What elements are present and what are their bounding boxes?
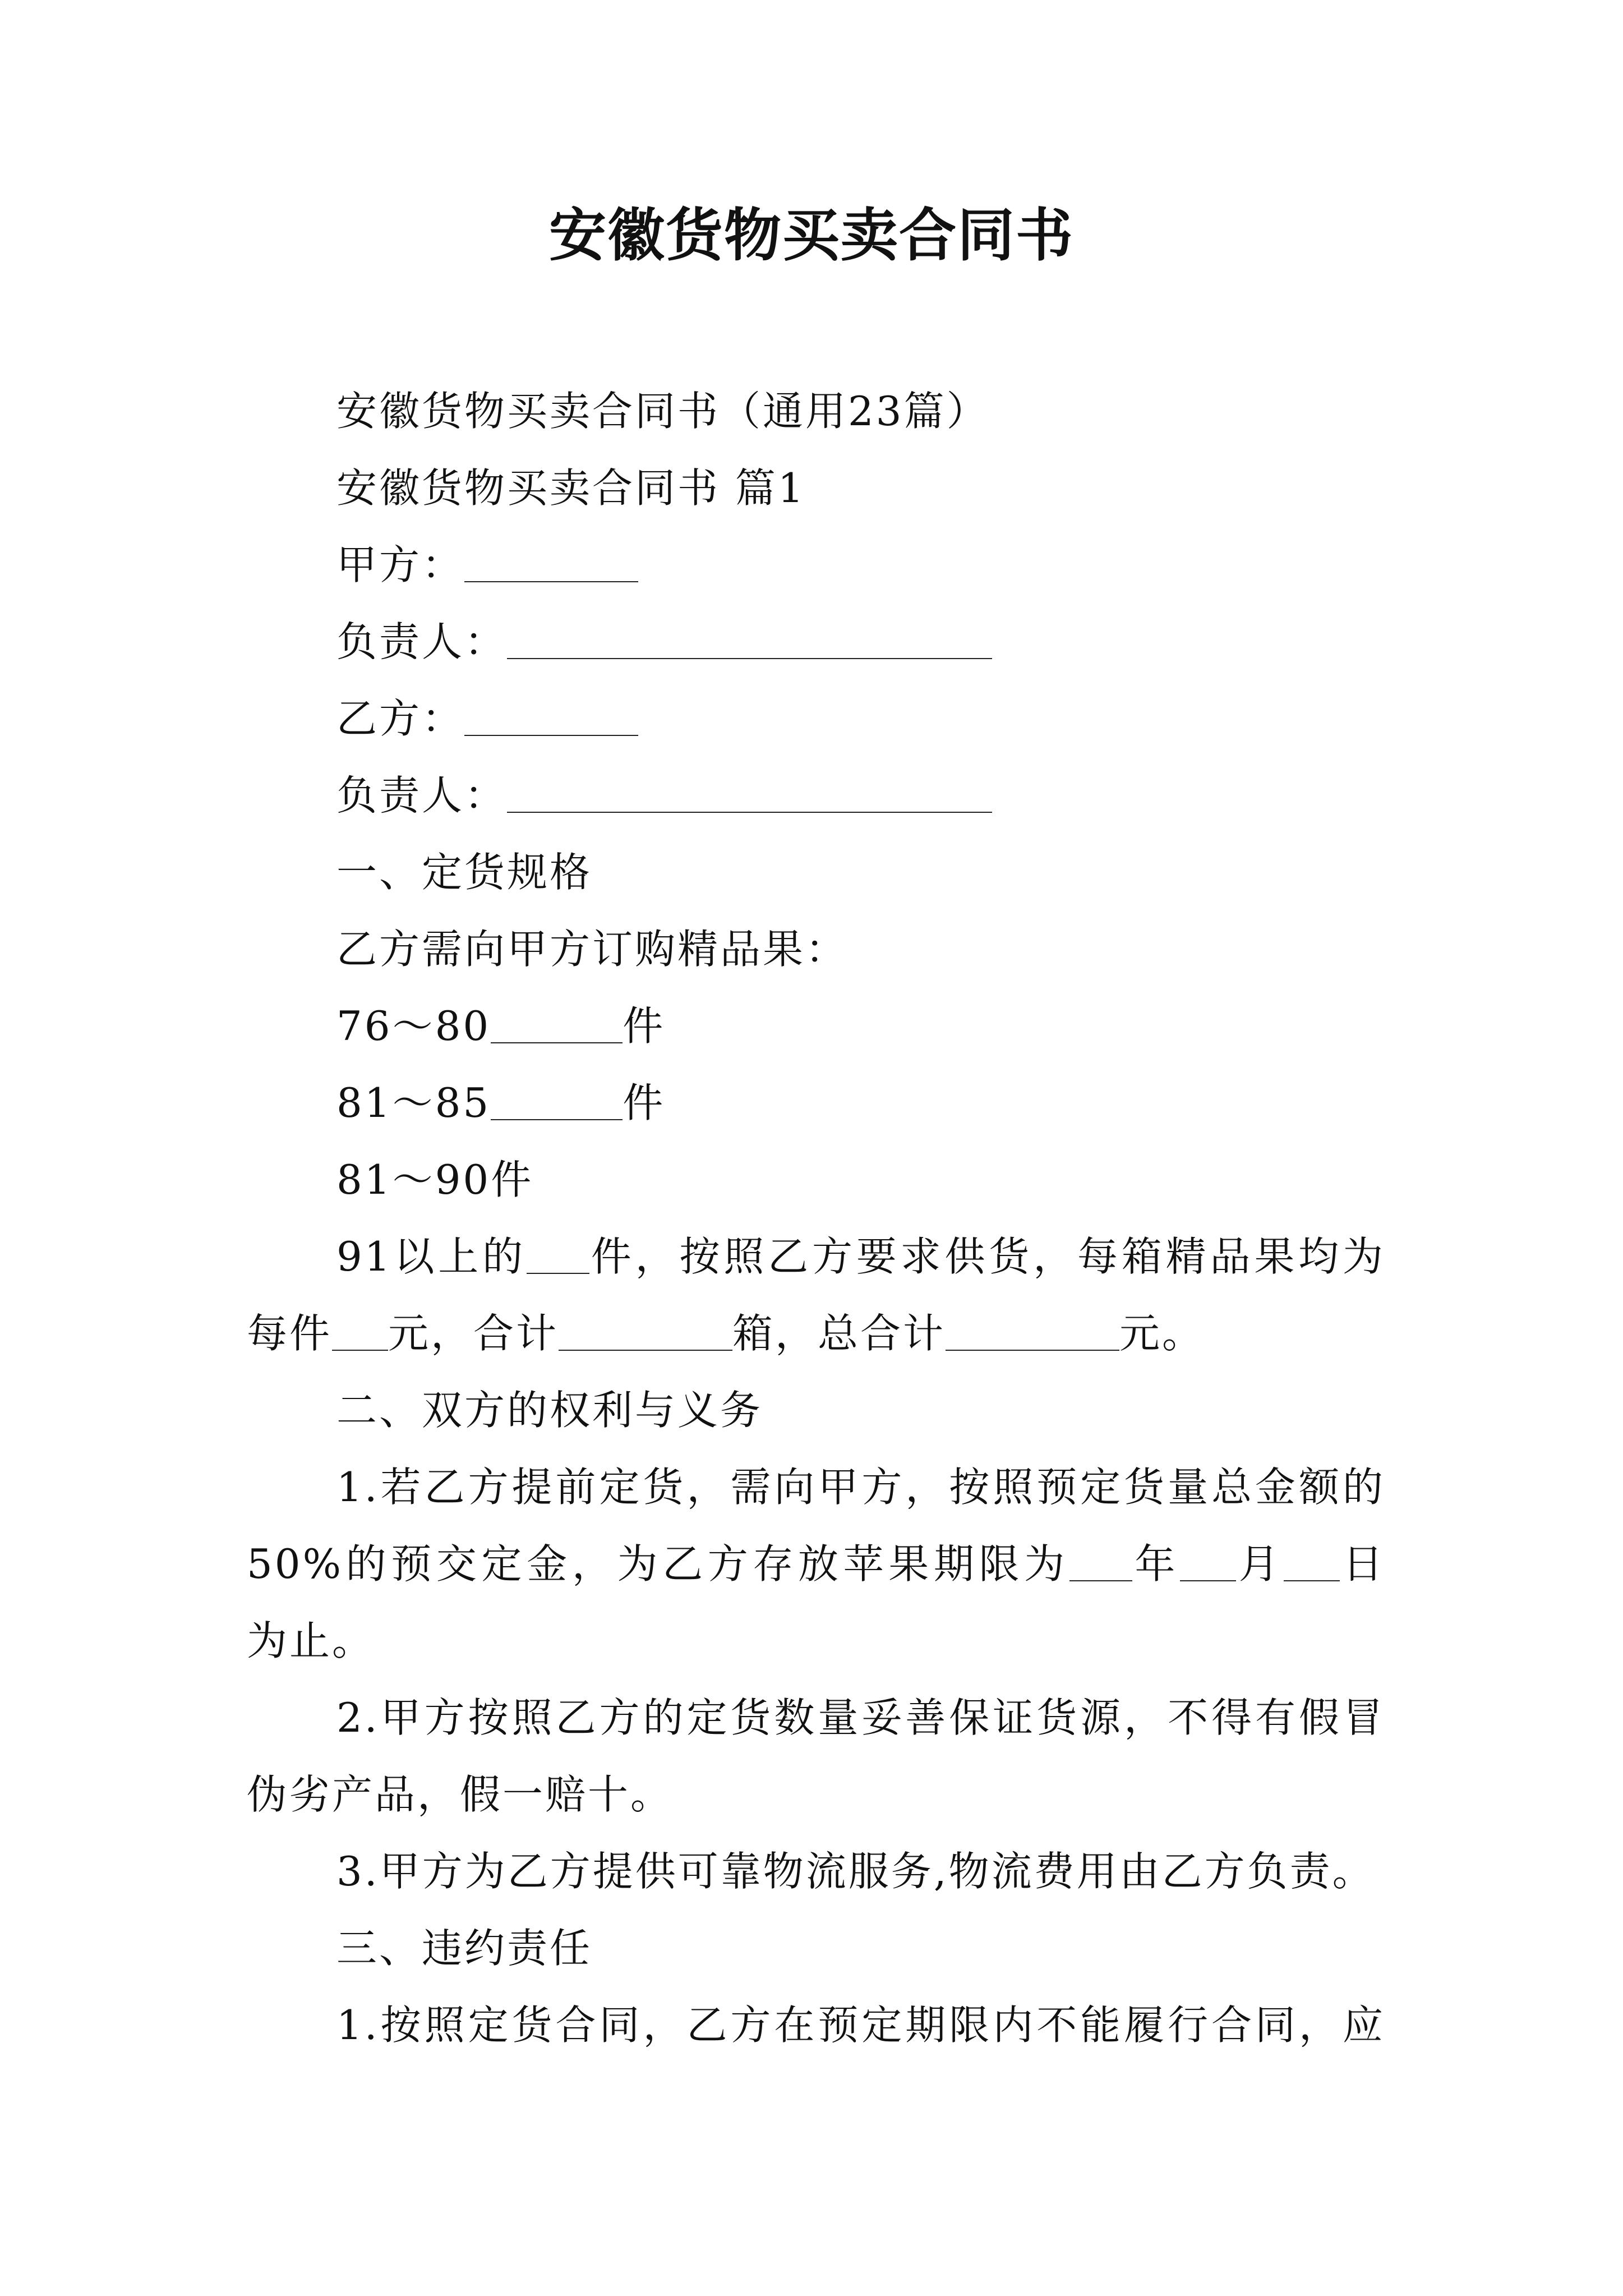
spec-4-blank <box>527 1240 589 1274</box>
party-a-row <box>247 527 1385 604</box>
clause-2-1-line1: 1.若乙方提前定货，需向甲方，按照预定货量总金额的 <box>336 1464 1385 1511</box>
year-label: 年 <box>1132 1540 1181 1588</box>
heading-liability: 三、违约责任 <box>336 1925 593 1972</box>
order-intro: 乙方需向甲方订购精品果： <box>336 926 849 973</box>
section-heading: 安徽货物买卖合同书 篇1 <box>336 464 806 512</box>
clause-2-3: 3.甲方为乙方提供可靠物流服务,物流费用由乙方负责。 <box>336 1848 1375 1895</box>
party-a-label: 甲方： <box>336 541 465 588</box>
price-part1: 每件 <box>247 1310 333 1357</box>
box-count-blank <box>559 1317 732 1351</box>
clause-2-1-line2 <box>247 1526 1385 1603</box>
price-part3: 箱，总合计 <box>732 1310 946 1357</box>
spec-row-4 <box>247 1218 1385 1295</box>
spec-4-part2: 件，按照乙方要求供货，每箱精品果均为 <box>589 1233 1385 1280</box>
party-a-manager-label: 负责人： <box>336 618 508 665</box>
clause-2-1-line3: 为止。 <box>247 1617 375 1664</box>
price-part2: 元，合计 <box>388 1310 559 1357</box>
party-a-manager-blank <box>507 625 992 659</box>
party-b-manager-blank <box>507 779 992 813</box>
price-row <box>247 1295 1385 1372</box>
heading-rights: 二、双方的权利与义务 <box>336 1387 763 1434</box>
spec-2-range: 81～85 <box>336 1079 491 1126</box>
total-blank <box>946 1317 1119 1351</box>
month-blank <box>1180 1548 1236 1581</box>
clause-2-1-text: 50%的预交定金，为乙方存放苹果期限为 <box>247 1540 1069 1588</box>
document-subtitle: 安徽货物买卖合同书（通用23篇） <box>336 388 989 435</box>
party-a-manager-row <box>247 604 1385 680</box>
day-blank <box>1284 1548 1340 1581</box>
price-part4: 元。 <box>1119 1310 1205 1357</box>
spec-row-1 <box>247 988 1385 1065</box>
spec-row-3: 81～90件 <box>336 1156 534 1203</box>
year-blank <box>1069 1548 1132 1581</box>
day-label: 日 <box>1340 1540 1385 1588</box>
party-b-row <box>247 680 1385 757</box>
clause-2-2-line1: 2.甲方按照乙方的定货数量妥善保证货源，不得有假冒 <box>336 1694 1385 1741</box>
spec-row-2 <box>247 1065 1385 1142</box>
spec-1-unit: 件 <box>623 1002 666 1050</box>
party-b-blank <box>464 702 638 736</box>
party-b-manager-row <box>247 757 1385 834</box>
spec-1-range: 76～80 <box>336 1002 491 1050</box>
clause-3-1-line1: 1.按照定货合同，乙方在预定期限内不能履行合同，应 <box>336 2001 1385 2049</box>
month-label: 月 <box>1236 1540 1284 1588</box>
party-b-manager-label: 负责人： <box>336 772 508 819</box>
document-title: 安徽货物买卖合同书 <box>549 202 1074 269</box>
spec-1-blank <box>491 1010 623 1043</box>
party-b-label: 乙方： <box>336 695 465 742</box>
party-a-blank <box>464 549 638 582</box>
spec-4-part1: 91以上的 <box>336 1233 527 1280</box>
spec-2-blank <box>491 1087 623 1120</box>
heading-order-spec: 一、定货规格 <box>336 849 593 896</box>
document-body <box>247 373 1385 2064</box>
unit-price-blank <box>332 1317 388 1351</box>
spec-2-unit: 件 <box>623 1079 666 1126</box>
clause-2-2-line2: 伪劣产品，假一赔十。 <box>247 1771 674 1818</box>
